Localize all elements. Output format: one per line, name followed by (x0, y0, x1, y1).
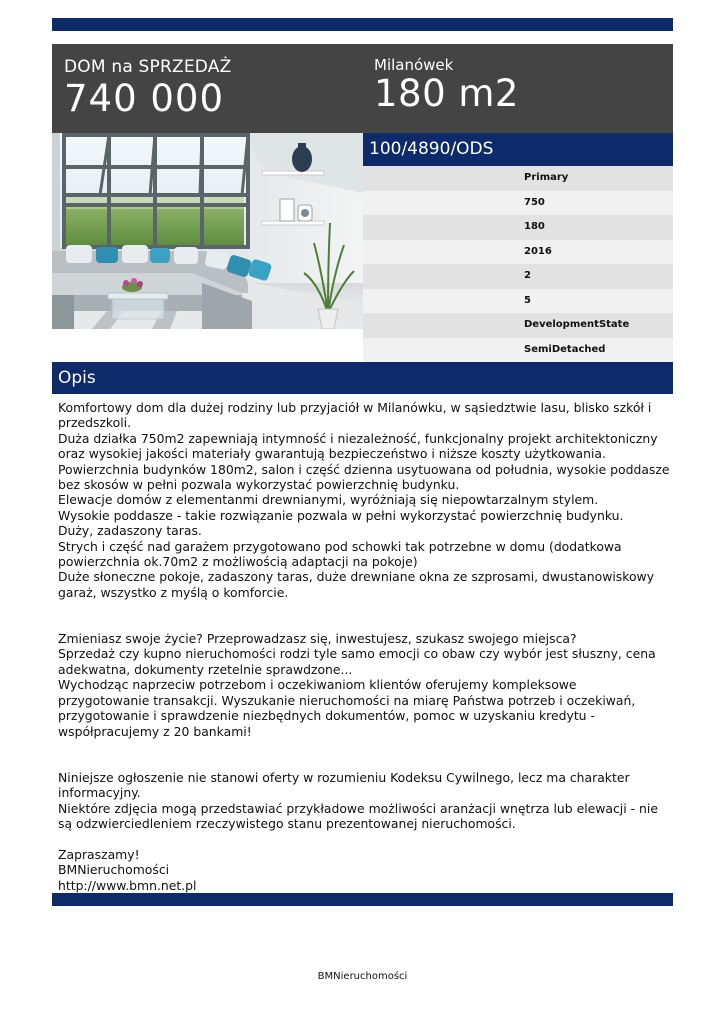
listing-reference: 100/4890/ODS (363, 133, 673, 166)
disclaimer-line: Niniejsze ogłoszenie nie stanowi oferty w rozumieniu Kodeksu Cywilnego, lecz ma charakter informacyjny. (58, 769, 630, 801)
attribute-rooms: 5 (363, 289, 673, 314)
attribute-building-type: SemiDetached (363, 338, 673, 363)
attribute-market: Primary (363, 166, 673, 191)
property-area: 180 m2 (374, 72, 519, 115)
property-price: 740 000 (64, 77, 225, 120)
agency-name: BMNieruchomości (58, 862, 170, 878)
disclaimer-line: Niektóre zdjęcia mogą przedstawiać przykładowe możliwości aranżacji wnętrza lub elewacji - nie są odzwierciedleniem rzeczywistego stanu prezentowanej nieruchomości. (58, 800, 658, 831)
listing-header (52, 44, 673, 133)
description (58, 400, 670, 893)
description-line: Sprzedaż czy kupno nieruchomości rodzi tyle samo emocji co obaw czy wybór jest słuszny, cena adekwatna, dokumenty rzetelnie sprawdzone... (58, 646, 656, 677)
description-line: Komfortowy dom dla dużej rodziny lub przyjaciół w Milanówku, w sąsiedztwie lasu, blisko szkół i przedszkoli. (58, 400, 652, 431)
description-line: Duża działka 750m2 zapewniają intymność i niezależność, funkcjonalny projekt architektoniczny oraz wysokiej jakości materiały gwarantują bezpieczeństwo i niższe koszty użytkowania. (58, 430, 658, 462)
closing-line: Zapraszamy! (58, 846, 140, 862)
description-line: Powierzchnia budynków 180m2, salon i część dzienna usytuowana od południa, wysokie poddasze bez skosów w pełni pozwala wykorzystać powierzchnię budynku. (58, 461, 670, 493)
description-line: Wysokie poddasze - takie rozwiązanie pozwala w pełni wykorzystać powierzchnię budynku. (58, 507, 624, 523)
paragraph-gap (58, 739, 670, 770)
description-line: Duże słoneczne pokoje, zadaszony taras, duże drewniane okna ze szprosami, dwustanowiskowy garaż, wszystko z myślą o komforcie. (58, 569, 655, 600)
attribute-plot-area: 750 (363, 191, 673, 216)
footer-agency-name: BMNieruchomości (317, 971, 408, 982)
attribute-usable-area: 180 (363, 215, 673, 240)
paragraph-gap (58, 831, 670, 846)
bottom-accent-bar (52, 893, 673, 906)
description-line: Strych i część nad garażem przygotowano pod schowki tak potrzebne w domu (dodatkowa powierzchnia ok.70m2 z możliwością adaptacji na pokoje) (58, 538, 622, 570)
section-title: Opis (52, 362, 673, 394)
agency-website-link[interactable]: http://www.bmn.net.pl (58, 877, 197, 893)
property-type: DOM na SPRZEDAŻ (64, 57, 232, 77)
paragraph-gap (58, 600, 670, 631)
attribute-state: DevelopmentState (363, 313, 673, 338)
property-city: Milanówek (374, 56, 454, 74)
attributes-table (363, 166, 673, 362)
attribute-build-year: 2016 (363, 240, 673, 265)
attribute-floors: 2 (363, 264, 673, 289)
description-line: Elewacje domów z elementanmi drewnianymi, wyróżniają się niepowtarzalnym stylem. (58, 492, 599, 508)
description-line: Duży, zadaszony taras. (58, 523, 202, 539)
description-line: Wychodząc naprzeciw potrzebom i oczekiwaniom klientów oferujemy kompleksowe przygotowanie transakcji. Wyszukanie nieruchomości na miarę Państwa potrzeb i oczekiwań, przygotowanie i sprawdzenie niezbędnych dokumentów, pomoc w uzyskaniu kredytu - współpracujemy z 20 bankami! (58, 677, 636, 739)
top-accent-bar (52, 18, 673, 31)
description-line: Zmieniasz swoje życie? Przeprowadzasz się, inwestujesz, szukasz swojego miejsca? (58, 631, 577, 647)
property-photo (52, 133, 363, 329)
